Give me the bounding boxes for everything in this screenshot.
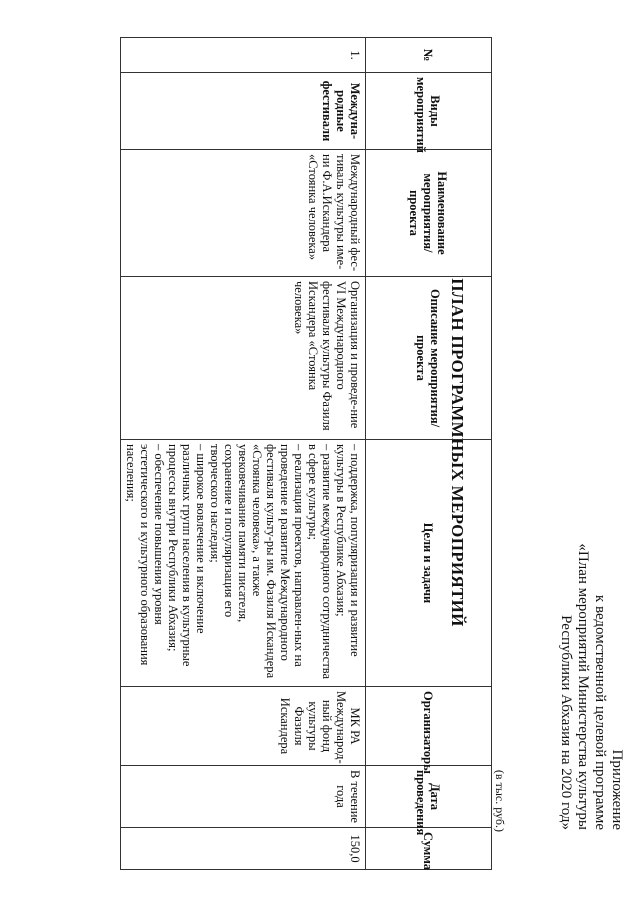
table-header-row (366, 38, 492, 870)
goal-item: – поддержка, популяризация и развитие культуры в Республике Абхазия; (334, 444, 362, 657)
header-date: Дата проведения (366, 766, 492, 828)
cell-num: 1. (121, 38, 366, 73)
goal-item: – развитие международного сотрудничества в сфере культуры; (306, 444, 334, 680)
goal-item: – широкое вовлечение и включение различных групп населения в культурные процессы внутри Республики Абхазия; (166, 444, 208, 667)
appendix-note (557, 543, 625, 830)
cell-name: Международный фес-тиваль культуры име-ни Ф.А.Искандера «Стоянка человека» (121, 150, 366, 277)
cell-goals (121, 440, 366, 687)
header-num: № (366, 38, 492, 73)
header-description: Описание мероприятия/ проекта (366, 277, 492, 440)
header-sum: Сумма (366, 828, 492, 870)
header-name: Наименование мероприятия/проекта (366, 150, 492, 277)
cell-kind: Междуна-родные фестивали (121, 73, 366, 150)
cell-sum: 150,0 (121, 828, 366, 870)
appendix-line-1: Приложение (609, 749, 625, 830)
appendix-line-3: «План мероприятий Министерства культуры (575, 543, 591, 830)
header-organizers: Организаторы (366, 687, 492, 766)
program-table (120, 37, 492, 870)
header-kind: Виды мероприятий (366, 73, 492, 150)
unit-note: (в тыс. руб.) (493, 769, 507, 832)
appendix-line-2: к ведомственной целевой программе (592, 594, 608, 830)
cell-description: Организация и проведе-ние VI Международного фестиваля культуры Фазиля Искандера «Стоянка человека» (121, 277, 366, 440)
cell-date: В течение года (121, 766, 366, 828)
goal-item: – обеспечение повышения уровня эстетического и культурного образования населения; (124, 444, 166, 666)
table-row (121, 38, 366, 870)
page-title: ПЛАН ПРОГРАММНЫХ МЕРОПРИЯТИЙ (448, 278, 467, 627)
appendix-line-4: Республики Абхазия на 2020 год» (558, 615, 574, 830)
header-goals: Цели и задачи (366, 440, 492, 687)
goal-item: – реализация проектов, направлен-ных на проведение и развитие Международного фестиваля культу-ры им. Фазиля Искандера «Стоянка человека», а также увековечивание памяти писателя, сохранение и популяризация его творческого наследия; (208, 444, 306, 679)
cell-organizers: МК РА Международ-ный фонд культуры Фазиля Искандера (121, 687, 366, 766)
